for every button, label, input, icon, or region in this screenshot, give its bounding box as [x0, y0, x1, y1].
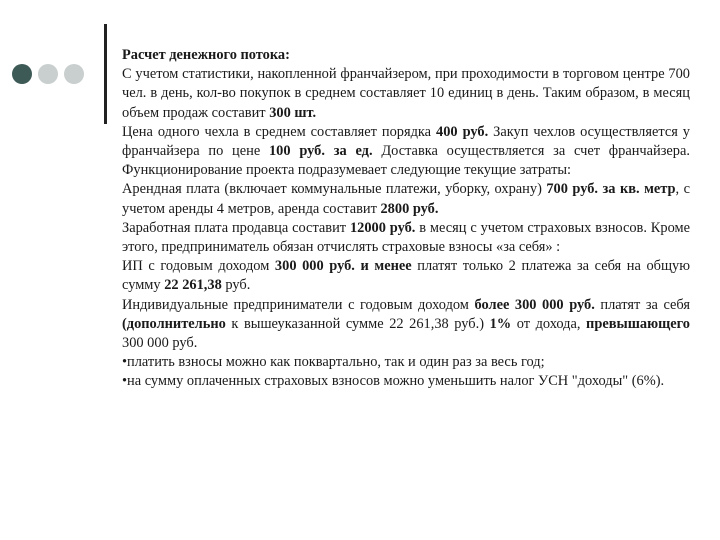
decorative-dots	[12, 64, 84, 84]
dot-light-icon	[64, 64, 84, 84]
paragraph-ip-low-income: ИП с годовым доходом 300 000 руб. и менее платят только 2 платежа за себя на общую сумму 22 261,38 руб.	[122, 258, 690, 294]
vertical-divider	[104, 24, 107, 124]
slide-body	[122, 46, 690, 392]
paragraph-salary: Заработная плата продавца составит 12000 руб. в месяц с учетом страховых взносов. Кроме этого, предприниматель обязан отчислять страховые взносы «за себя» :	[122, 219, 690, 256]
bullet-item: •на сумму оплаченных страховых взносов можно уменьшить налог УСН "доходы" (6%).	[122, 373, 665, 390]
dot-dark-icon	[12, 64, 32, 84]
paragraph-ip-high-income: Индивидуальные предприниматели с годовым доходом более 300 000 руб. платят за себя (дополнительно к вышеуказанной сумме 22 261,38 руб.) 1% от дохода, превышающего 300 000 руб.	[122, 296, 690, 352]
bullet-item: •платить взносы можно как поквартально, так и один раз за весь год;	[122, 354, 545, 371]
slide-title: Расчет денежного потока:	[122, 47, 290, 63]
paragraph-rent: Арендная плата (включает коммунальные платежи, уборку, охрану) 700 руб. за кв. метр, с учетом аренды 4 метров, аренда составит 2800 руб.	[122, 181, 690, 217]
paragraph-price: Цена одного чехла в среднем составляет порядка 400 руб. Закуп чехлов осуществляется у франчайзера по цене 100 руб. за ед. Доставка осуществляется за счет франчайзера. Функционирование проекта подразумевает следующие текущие затраты:	[122, 123, 690, 179]
dot-light-icon	[38, 64, 58, 84]
paragraph-sales-volume: С учетом статистики, накопленной франчайзером, при проходимости в торговом центре 700 чел. в день, кол-во покупок в среднем составляет 10 единиц в день. Таким образом, в месяц объем продаж составит 300 шт.	[122, 66, 690, 121]
